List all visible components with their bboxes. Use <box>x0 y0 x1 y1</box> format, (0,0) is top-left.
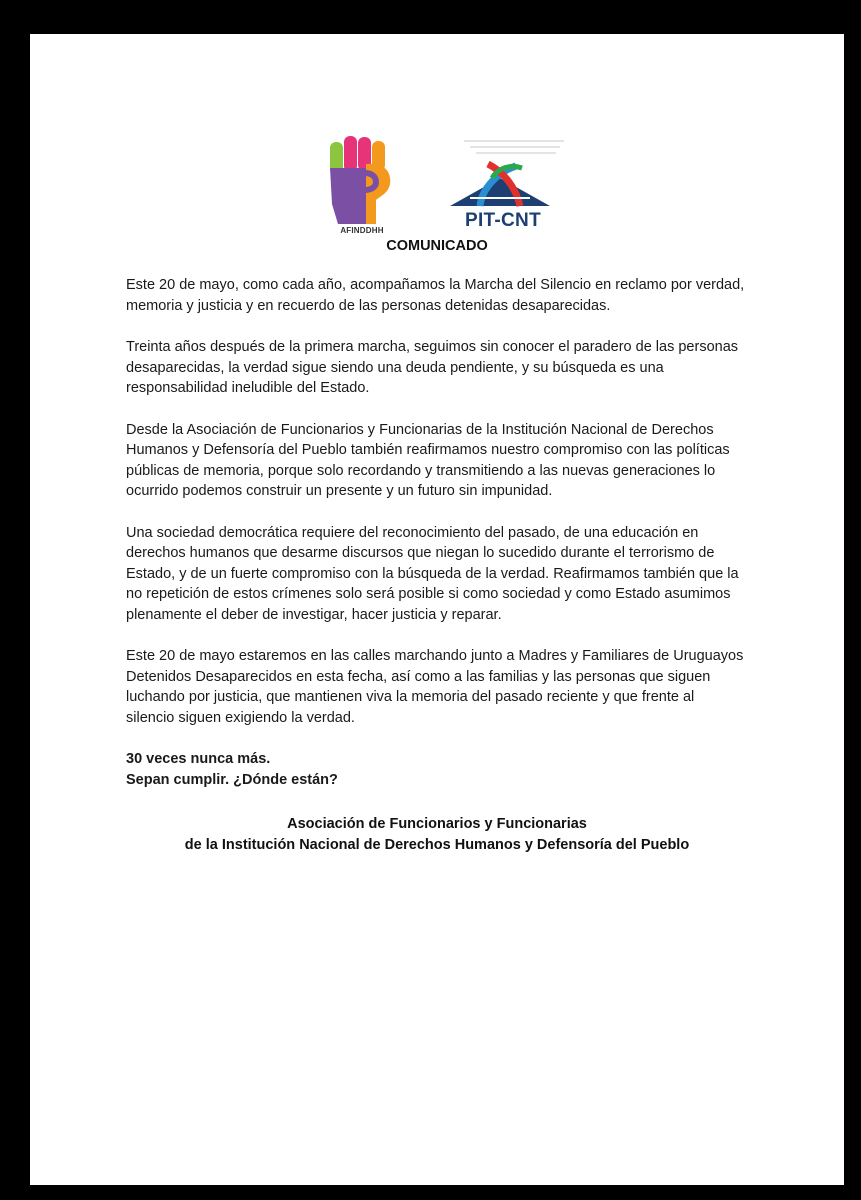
logo-header <box>30 134 844 254</box>
paragraph: Este 20 de mayo, como cada año, acompañamos la Marcha del Silencio en reclamo por verdad, memoria y justicia y en recuerdo de las personas detenidas desaparecidas. <box>126 277 745 314</box>
signature-block <box>30 814 844 855</box>
pit-cnt-logo <box>440 138 590 238</box>
pit-cnt-logo-text: PIT-CNT <box>465 210 541 231</box>
paragraph: Desde la Asociación de Funcionarios y Funcionarias de la Institución Nacional de Derechos Humanos y Defensoría del Pueblo también reafirmamos nuestro compromiso con las políticas públicas de memoria, porque solo recordando y transmitiendo a las nuevas generaciones lo ocurrido podemos construir un presente y un futuro sin impunidad. <box>126 421 730 499</box>
signature-line: de la Institución Nacional de Derechos Humanos y Defensoría del Pueblo <box>184 836 690 853</box>
closing-line: 30 veces nunca más. <box>126 751 271 767</box>
raised-fist-icon <box>326 134 398 226</box>
paragraph: Treinta años después de la primera marcha, seguimos sin conocer el paradero de las personas desaparecidas, la verdad sigue siendo una deuda pendiente, y su búsqueda es una responsabilidad ineludible del Estado. <box>126 339 739 396</box>
paragraph: Este 20 de mayo estaremos en las calles marchando junto a Madres y Familiares de Uruguayos Detenidos Desaparecidos en esta fecha, así como a las familias y las personas que siguen luchando por justicia, que mantienen viva la memoria del pasado reciente y que frente al silencio siguen exigiendo la verdad. <box>126 648 744 726</box>
closing-line: Sepan cumplir. ¿Dónde están? <box>126 771 338 788</box>
document-body <box>126 275 746 790</box>
afinddhh-logo-text: AFINDDHH <box>340 226 384 235</box>
signature-line: Asociación de Funcionarios y Funcionarias <box>287 816 587 832</box>
pit-cnt-emblem-icon <box>440 138 570 210</box>
paragraph: Una sociedad democrática requiere del reconocimiento del pasado, de una educación en derechos humanos que desarme discursos que niegan lo sucedido durante el terrorismo de Estado, y de un fuerte compromiso con la búsqueda de la verdad. Reafirmamos también que la no repetición de estos crímenes solo será posible si como sociedad y como Estado asumimos plenamente el deber de investigar, hacer justicia y reparar. <box>126 524 739 623</box>
afinddhh-logo <box>326 134 398 246</box>
document-page <box>30 34 844 1185</box>
document-title: COMUNICADO <box>386 238 488 254</box>
